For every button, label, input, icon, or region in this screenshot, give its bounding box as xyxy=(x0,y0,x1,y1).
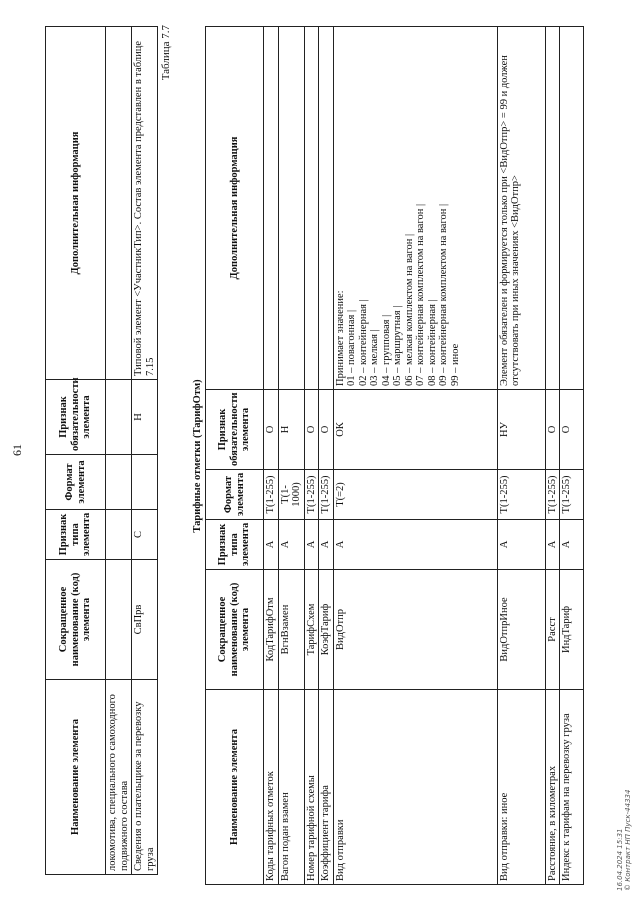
cell-name: Индекс к тарифам на перевозку груза xyxy=(560,690,584,885)
cell-code: ВидОтпрИное xyxy=(497,570,545,690)
cell-type xyxy=(106,510,132,560)
cell-info: Принимает значение: 01 – повагонная | 02 – контейнерная | 03 – мелкая | 04 – групповая | 05 – маршрутная | 06 – мелкая комплектом на вагон | 07 – контейнерная комплектом на вагон | 08 – контейнерная | 09 – контейнерная комплектом на вагон | 99 – иное xyxy=(333,27,497,390)
cell-format: Т(1-255) xyxy=(497,470,545,520)
header-required: Признак обязательности элемента xyxy=(46,380,106,455)
cell-name: локомотива, специального самоходного подвижного состава xyxy=(106,680,132,875)
cell-code: Расст xyxy=(545,570,560,690)
cell-type: А xyxy=(264,520,279,570)
cell-code: ИндТариф xyxy=(560,570,584,690)
table-row xyxy=(304,27,319,885)
header-name: Наименование элемента xyxy=(206,690,264,885)
cell-info: Элемент обязателен и формируется только при <ВидОтпр> = 99 и должен отсутствовать при иных значениях <ВидОтпр> xyxy=(497,27,545,390)
table-title: Тарифные отметки (ТарифОтм) xyxy=(192,379,203,533)
cell-required: Н xyxy=(278,390,304,470)
table-row xyxy=(319,27,334,885)
cell-required: ОК xyxy=(333,390,497,470)
cell-code: ТарифСхем xyxy=(304,570,319,690)
cell-type: А xyxy=(545,520,560,570)
cell-required: О xyxy=(560,390,584,470)
cell-type: А xyxy=(497,520,545,570)
header-code: Сокращенное наименование (код) элемента xyxy=(206,570,264,690)
table-row xyxy=(560,27,584,885)
cell-name: Вид отправки: иное xyxy=(497,690,545,885)
cell-required: О xyxy=(264,390,279,470)
table-row xyxy=(278,27,304,885)
cell-code: ВгнВзамен xyxy=(278,570,304,690)
cell-code: ВидОтпр xyxy=(333,570,497,690)
header-type: Признак типа элемента xyxy=(206,520,264,570)
cell-info xyxy=(304,27,319,390)
tariff-marks-table xyxy=(205,26,584,885)
cell-required: Н xyxy=(132,380,158,455)
cell-required: НУ xyxy=(497,390,545,470)
header-format: Формат элемента xyxy=(206,470,264,520)
table-row xyxy=(264,27,279,885)
cell-code: КодТарифОтм xyxy=(264,570,279,690)
cell-format: Т(1-255) xyxy=(545,470,560,520)
table-label: Таблица 7.7 xyxy=(160,25,172,81)
cell-format: Т(=2) xyxy=(333,470,497,520)
cell-info xyxy=(278,27,304,390)
table-continuation xyxy=(45,26,158,875)
cell-required: О xyxy=(304,390,319,470)
cell-code xyxy=(106,560,132,680)
header-type: Признак типа элемента xyxy=(46,510,106,560)
table-row xyxy=(132,27,158,875)
table-row xyxy=(497,27,545,885)
table-row xyxy=(333,27,497,885)
cell-format xyxy=(106,455,132,510)
cell-format: Т(1-255) xyxy=(264,470,279,520)
cell-type: А xyxy=(333,520,497,570)
cell-name: Вагон подан взамен xyxy=(278,690,304,885)
cell-format: Т(1-255) xyxy=(304,470,319,520)
header-info: Дополнительная информация xyxy=(46,27,106,380)
cell-code: КоэфТариф xyxy=(319,570,334,690)
cell-required xyxy=(106,380,132,455)
page-number: 61 xyxy=(10,444,24,456)
cell-name: Коэффициент тарифа xyxy=(319,690,334,885)
stamp-note: © Контракт НП Пуск-44334 xyxy=(624,789,632,891)
cell-info xyxy=(106,27,132,380)
cell-name: Номер тарифной схемы xyxy=(304,690,319,885)
header-required: Признак обязательности элемента xyxy=(206,390,264,470)
header-info: Дополнительная информация xyxy=(206,27,264,390)
header-format: Формат элемента xyxy=(46,455,106,510)
cell-name: Сведения о плательщике за перевозку груза xyxy=(132,680,158,875)
cell-code: СвПрв xyxy=(132,560,158,680)
cell-name: Расстояние, в километрах xyxy=(545,690,560,885)
header-code: Сокращенное наименование (код) элемента xyxy=(46,560,106,680)
cell-info xyxy=(264,27,279,390)
cell-required: О xyxy=(319,390,334,470)
cell-type: С xyxy=(132,510,158,560)
cell-info: Типовой элемент <УчастникТип>. Состав элемента представлен в таблице 7.15 xyxy=(132,27,158,380)
cell-required: О xyxy=(545,390,560,470)
cell-info xyxy=(560,27,584,390)
cell-format xyxy=(132,455,158,510)
cell-type: А xyxy=(278,520,304,570)
cell-info xyxy=(545,27,560,390)
table-row xyxy=(545,27,560,885)
cell-name: Коды тарифных отметок xyxy=(264,690,279,885)
table-row xyxy=(106,27,132,875)
cell-type: А xyxy=(560,520,584,570)
cell-info xyxy=(319,27,334,390)
cell-type: А xyxy=(319,520,334,570)
cell-format: Т(1-255) xyxy=(560,470,584,520)
cell-format: Т(1-255) xyxy=(319,470,334,520)
cell-name: Вид отправки xyxy=(333,690,497,885)
cell-type: А xyxy=(304,520,319,570)
header-name: Наименование элемента xyxy=(46,680,106,875)
stamp-date: 16.04.2024 15:31 xyxy=(616,828,624,891)
print-stamp xyxy=(616,790,632,891)
cell-format: Т(1-1000) xyxy=(278,470,304,520)
